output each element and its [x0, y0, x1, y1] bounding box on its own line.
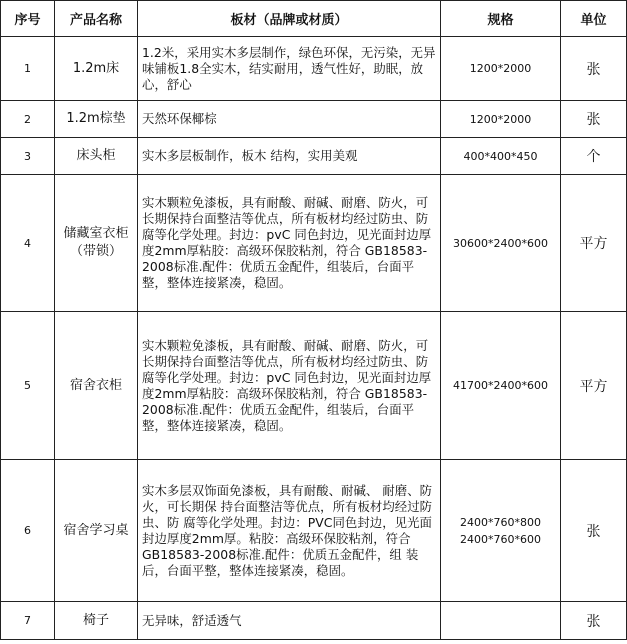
row-material: 无异味，舒适透气: [138, 602, 441, 640]
row-no: 5: [1, 312, 55, 460]
row-unit: 张: [561, 37, 627, 101]
row-no: 4: [1, 175, 55, 312]
header-row: [1, 1, 627, 37]
row-spec: 2400*760*800 2400*760*600: [441, 460, 561, 602]
header-product-name: 产品名称: [55, 1, 138, 37]
row-no: 2: [1, 101, 55, 138]
row-material: 实木多层板制作，板木 结构，实用美观: [138, 138, 441, 175]
row-product-name: 宿舍学习桌: [55, 460, 138, 602]
header-no: 序号: [1, 1, 55, 37]
table-row: [1, 138, 627, 175]
table-row: [1, 312, 627, 460]
row-material: 1.2米，采用实木多层制作，绿色环保，无污染，无异味铺板1.8全实木，结实耐用，透气性好，助眠，放心，舒心: [138, 37, 441, 101]
row-product-name: 宿舍衣柜: [55, 312, 138, 460]
row-no: 7: [1, 602, 55, 640]
row-unit: 张: [561, 602, 627, 640]
row-product-name: 1.2m棕垫: [55, 101, 138, 138]
row-spec: 1200*2000: [441, 37, 561, 101]
table-row: [1, 175, 627, 312]
table-row: [1, 101, 627, 138]
row-material: 天然环保椰棕: [138, 101, 441, 138]
row-unit: 平方: [561, 175, 627, 312]
row-unit: 张: [561, 460, 627, 602]
table-row: [1, 37, 627, 101]
row-spec: 41700*2400*600: [441, 312, 561, 460]
row-material: 实木颗粒免漆板，具有耐酸、耐碱、耐磨、防火，可长期保持台面整洁等优点，所有板材均经过防虫、防腐等化学处理。封边：pvC 同色封边，见光面封边厚度2mm厚粘胶：高级环保胶粘剂，符合 GB18583-2008标准.配件：优质五金配件，组装后，台面平整，整体连接紧凑，稳固。: [138, 312, 441, 460]
table-row: [1, 460, 627, 602]
row-material: 实木多层双饰面免漆板，具有耐酸、耐碱、 耐磨、防火，可长期保 持台面整洁等优点，所有板材均经过防虫、防 腐等化学处理。封边：PVC同色封边，见光面 封边厚度2mm厚。粘胶：高级环保胶粘剂，符合GB18583-2008标准.配件：优质五金配件，组 装后，台面平整，整体连接紧凑，稳固。: [138, 460, 441, 602]
row-unit: 张: [561, 101, 627, 138]
header-spec: 规格: [441, 1, 561, 37]
row-product-name: 1.2m床: [55, 37, 138, 101]
row-spec: 30600*2400*600: [441, 175, 561, 312]
row-no: 1: [1, 37, 55, 101]
header-unit: 单位: [561, 1, 627, 37]
row-product-name: 储藏室衣柜 （带锁）: [55, 175, 138, 312]
row-spec: 400*400*450: [441, 138, 561, 175]
row-spec: 1200*2000: [441, 101, 561, 138]
row-no: 3: [1, 138, 55, 175]
row-material: 实木颗粒免漆板，具有耐酸、耐碱、耐磨、防火，可长期保持台面整洁等优点，所有板材均经过防虫、防腐等化学处理。封边：pvC 同色封边，见光面封边厚度2mm厚粘胶：高级环保胶粘剂，符合 GB18583-2008标准.配件：优质五金配件，组装后，台面平整，整体连接紧凑，稳固。: [138, 175, 441, 312]
row-product-name: 椅子: [55, 602, 138, 640]
row-unit: 平方: [561, 312, 627, 460]
table-row: [1, 602, 627, 640]
row-product-name: 床头柜: [55, 138, 138, 175]
header-material: 板材（品牌或材质）: [138, 1, 441, 37]
row-spec: [441, 602, 561, 640]
row-no: 6: [1, 460, 55, 602]
row-unit: 个: [561, 138, 627, 175]
